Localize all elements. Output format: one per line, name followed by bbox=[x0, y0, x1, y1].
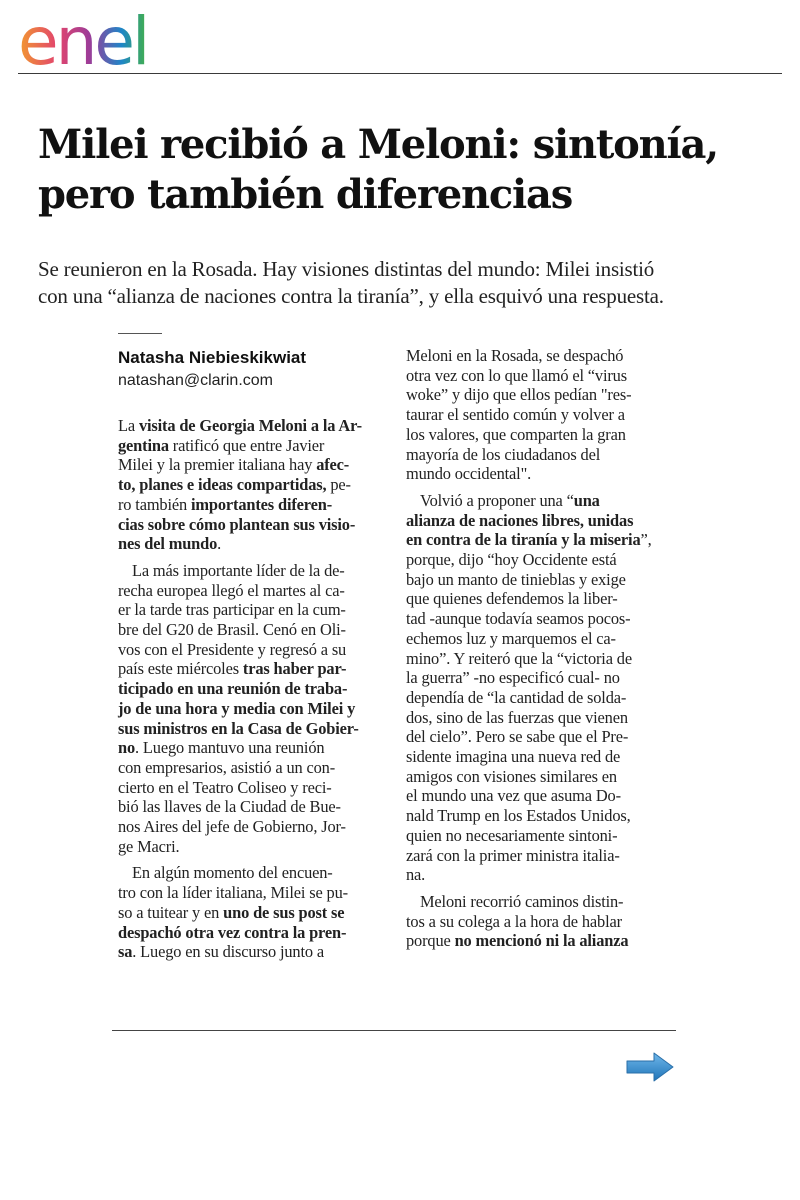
text: na. bbox=[406, 865, 426, 885]
text-line bbox=[118, 534, 386, 554]
text-line bbox=[406, 445, 674, 465]
bold-text: afec- bbox=[316, 455, 350, 475]
text: mundo occidental". bbox=[406, 464, 532, 484]
text-line bbox=[118, 679, 386, 699]
text: sidente imagina una nueva red de bbox=[406, 747, 621, 767]
text: ratificó que entre Javier bbox=[168, 435, 325, 455]
text-line bbox=[406, 511, 674, 531]
author-email: natashan@clarin.com bbox=[118, 372, 273, 389]
text: pe- bbox=[326, 475, 351, 495]
bold-text: no mencionó ni la alianza bbox=[454, 931, 629, 951]
text-line bbox=[406, 346, 674, 366]
bold-text: importantes diferen- bbox=[191, 494, 333, 514]
text: bió las llaves de la Ciudad de Bue- bbox=[118, 797, 341, 817]
article-column-1 bbox=[118, 416, 386, 969]
text-line bbox=[118, 475, 386, 495]
text-line bbox=[406, 747, 674, 767]
text: cierto en el Teatro Coliseo y reci- bbox=[118, 777, 332, 797]
text: . Luego en su discurso junto a bbox=[132, 942, 324, 962]
text-line bbox=[118, 561, 386, 581]
text-line bbox=[118, 942, 386, 962]
text-line bbox=[406, 570, 674, 590]
text: del cielo”. Pero se sabe que el Pre- bbox=[406, 727, 629, 747]
bold-text: una bbox=[573, 490, 600, 510]
text: bajo un manto de tinieblas y exige bbox=[406, 569, 626, 589]
text: Meloni recorrió caminos distin- bbox=[420, 891, 624, 911]
text: la guerra” -no especificó cual- no bbox=[406, 668, 620, 688]
text-line bbox=[406, 826, 674, 846]
text: zará con la primer ministra italia- bbox=[406, 845, 620, 865]
bold-text: visita de Georgia Meloni a la Ar- bbox=[138, 416, 362, 435]
text-line bbox=[118, 620, 386, 640]
text: La bbox=[118, 416, 139, 435]
text: Meloni en la Rosada, se despachó bbox=[406, 346, 624, 365]
text: tos a su colega a la hora de hablar bbox=[406, 911, 622, 931]
text-line bbox=[118, 883, 386, 903]
text-line bbox=[118, 659, 386, 679]
text: so a tuitear y en bbox=[118, 902, 224, 922]
text-line bbox=[118, 738, 386, 758]
text-line bbox=[406, 464, 674, 484]
paragraph bbox=[118, 561, 386, 857]
paragraph bbox=[118, 416, 386, 554]
headline bbox=[38, 120, 788, 220]
subheadline bbox=[38, 256, 788, 310]
text-line bbox=[118, 837, 386, 857]
text-line bbox=[406, 806, 674, 826]
text-line bbox=[118, 903, 386, 923]
text: . Luego mantuvo una reunión bbox=[135, 738, 325, 758]
svg-text:enel: enel bbox=[18, 6, 148, 70]
text-line bbox=[118, 817, 386, 837]
text-line bbox=[406, 865, 674, 885]
paragraph bbox=[406, 346, 674, 484]
text-line bbox=[406, 530, 674, 550]
text-line bbox=[406, 366, 674, 386]
text: tad -aunque todavía seamos pocos- bbox=[406, 609, 631, 629]
text: vos con el Presidente y regresó a su bbox=[118, 639, 347, 659]
text-line bbox=[118, 863, 386, 883]
bold-text: sa bbox=[118, 942, 133, 962]
enel-logo-icon bbox=[16, 6, 192, 70]
bold-text: tras haber par- bbox=[242, 659, 347, 679]
text-line bbox=[118, 699, 386, 719]
header-rule bbox=[18, 73, 782, 74]
text: con empresarios, asistió a un con- bbox=[118, 757, 336, 777]
text-line bbox=[118, 923, 386, 943]
text: nald Trump en los Estados Unidos, bbox=[406, 806, 631, 826]
text-line bbox=[406, 892, 674, 912]
text-line bbox=[406, 912, 674, 932]
text: otra vez con lo que llamó el “virus bbox=[406, 365, 627, 385]
text-line bbox=[118, 719, 386, 739]
text: quien no necesariamente sintoni- bbox=[406, 825, 618, 845]
bold-text: no bbox=[118, 738, 136, 758]
text: recha europea llegó el martes al ca- bbox=[118, 580, 345, 600]
text-line bbox=[118, 758, 386, 778]
bold-text: nes del mundo bbox=[118, 534, 218, 554]
text-line bbox=[118, 455, 386, 475]
text: amigos con visiones similares en bbox=[406, 766, 617, 786]
text: dependía de “la cantidad de solda- bbox=[406, 687, 627, 707]
bold-text: cias sobre cómo plantean sus visio- bbox=[118, 514, 356, 534]
text-line bbox=[406, 425, 674, 445]
bold-text: gentina bbox=[118, 435, 169, 455]
byline-rule bbox=[118, 333, 162, 334]
text-line bbox=[406, 786, 674, 806]
text-line bbox=[406, 405, 674, 425]
headline-line: Milei recibió a Meloni: sintonía, bbox=[38, 121, 718, 168]
text-line bbox=[406, 688, 674, 708]
bold-text: despachó otra vez contra la pren- bbox=[118, 922, 347, 942]
text-line bbox=[406, 550, 674, 570]
text-line bbox=[118, 436, 386, 456]
text: . bbox=[217, 534, 222, 554]
text: el mundo una vez que asuma Do- bbox=[406, 786, 621, 806]
text-line bbox=[406, 708, 674, 728]
text: echemos luz y marquemos el ca- bbox=[406, 628, 616, 648]
bold-text: alianza de naciones libres, unidas bbox=[406, 510, 634, 530]
text: Volvió a proponer una “ bbox=[420, 490, 574, 510]
text: ge Macri. bbox=[118, 836, 180, 856]
text: porque, dijo “hoy Occidente está bbox=[406, 550, 617, 570]
paragraph bbox=[118, 863, 386, 962]
text: ro también bbox=[118, 494, 191, 514]
text: mino”. Y reiteró que la “victoria de bbox=[406, 648, 632, 668]
text-line bbox=[406, 589, 674, 609]
bold-text: jo de una hora y media con Milei y bbox=[118, 698, 356, 718]
text-line bbox=[406, 629, 674, 649]
author-name: Natasha Niebieskikwiat bbox=[118, 348, 307, 367]
text-line bbox=[406, 649, 674, 669]
text: bre del G20 de Brasil. Cenó en Oli- bbox=[118, 620, 346, 640]
text-line bbox=[406, 767, 674, 787]
subheadline-line: Se reunieron en la Rosada. Hay visiones distintas del mundo: Milei insistió bbox=[38, 257, 655, 281]
text-line bbox=[118, 416, 386, 436]
text: que quienes defendemos la liber- bbox=[406, 589, 618, 609]
text: nos Aires del jefe de Gobierno, Jor- bbox=[118, 817, 346, 837]
text-line bbox=[406, 846, 674, 866]
text-line bbox=[406, 609, 674, 629]
bold-text: sus ministros en la Casa de Gobier- bbox=[118, 718, 359, 738]
text-line bbox=[118, 495, 386, 515]
text-line bbox=[406, 727, 674, 747]
text: La más importante líder de la de- bbox=[132, 560, 345, 580]
text: porque bbox=[406, 931, 455, 951]
text-line bbox=[406, 931, 674, 951]
text: Milei y la premier italiana hay bbox=[118, 455, 317, 475]
text-line bbox=[406, 491, 674, 511]
text: los valores, que comparten la gran bbox=[406, 424, 626, 444]
text: mayoría de los ciudadanos del bbox=[406, 444, 601, 464]
text: dos, sino de las fuerzas que vienen bbox=[406, 707, 628, 727]
bold-text: to, planes e ideas compartidas, bbox=[118, 475, 327, 495]
text: país este miércoles bbox=[118, 659, 243, 679]
text-line bbox=[406, 385, 674, 405]
text-line bbox=[118, 600, 386, 620]
text-line bbox=[118, 797, 386, 817]
text-line bbox=[118, 778, 386, 798]
text: taurar el sentido común y volver a bbox=[406, 405, 625, 425]
arrow-right-icon[interactable] bbox=[624, 1050, 676, 1084]
text: En algún momento del encuen- bbox=[132, 863, 333, 883]
bold-text: en contra de la tiranía y la miseria bbox=[406, 530, 641, 550]
article-column-2 bbox=[406, 346, 674, 958]
text-line bbox=[118, 581, 386, 601]
text-line bbox=[118, 640, 386, 660]
bold-text: uno de sus post se bbox=[223, 902, 345, 922]
footer-rule bbox=[112, 1030, 676, 1031]
paragraph bbox=[406, 892, 674, 951]
text: woke” y dijo que ellos pedían "res- bbox=[406, 385, 632, 405]
paragraph bbox=[406, 491, 674, 885]
headline-line: pero también diferencias bbox=[38, 171, 573, 218]
text: er la tarde tras participar en la cum- bbox=[118, 600, 346, 620]
text: tro con la líder italiana, Milei se pu- bbox=[118, 883, 348, 903]
text-line bbox=[118, 515, 386, 535]
text-line bbox=[406, 668, 674, 688]
subheadline-line: con una “alianza de naciones contra la tiranía”, y ella esquivó una respuesta. bbox=[38, 284, 664, 308]
bold-text: ticipado en una reunión de traba- bbox=[118, 679, 348, 699]
text: ”, bbox=[640, 530, 652, 550]
